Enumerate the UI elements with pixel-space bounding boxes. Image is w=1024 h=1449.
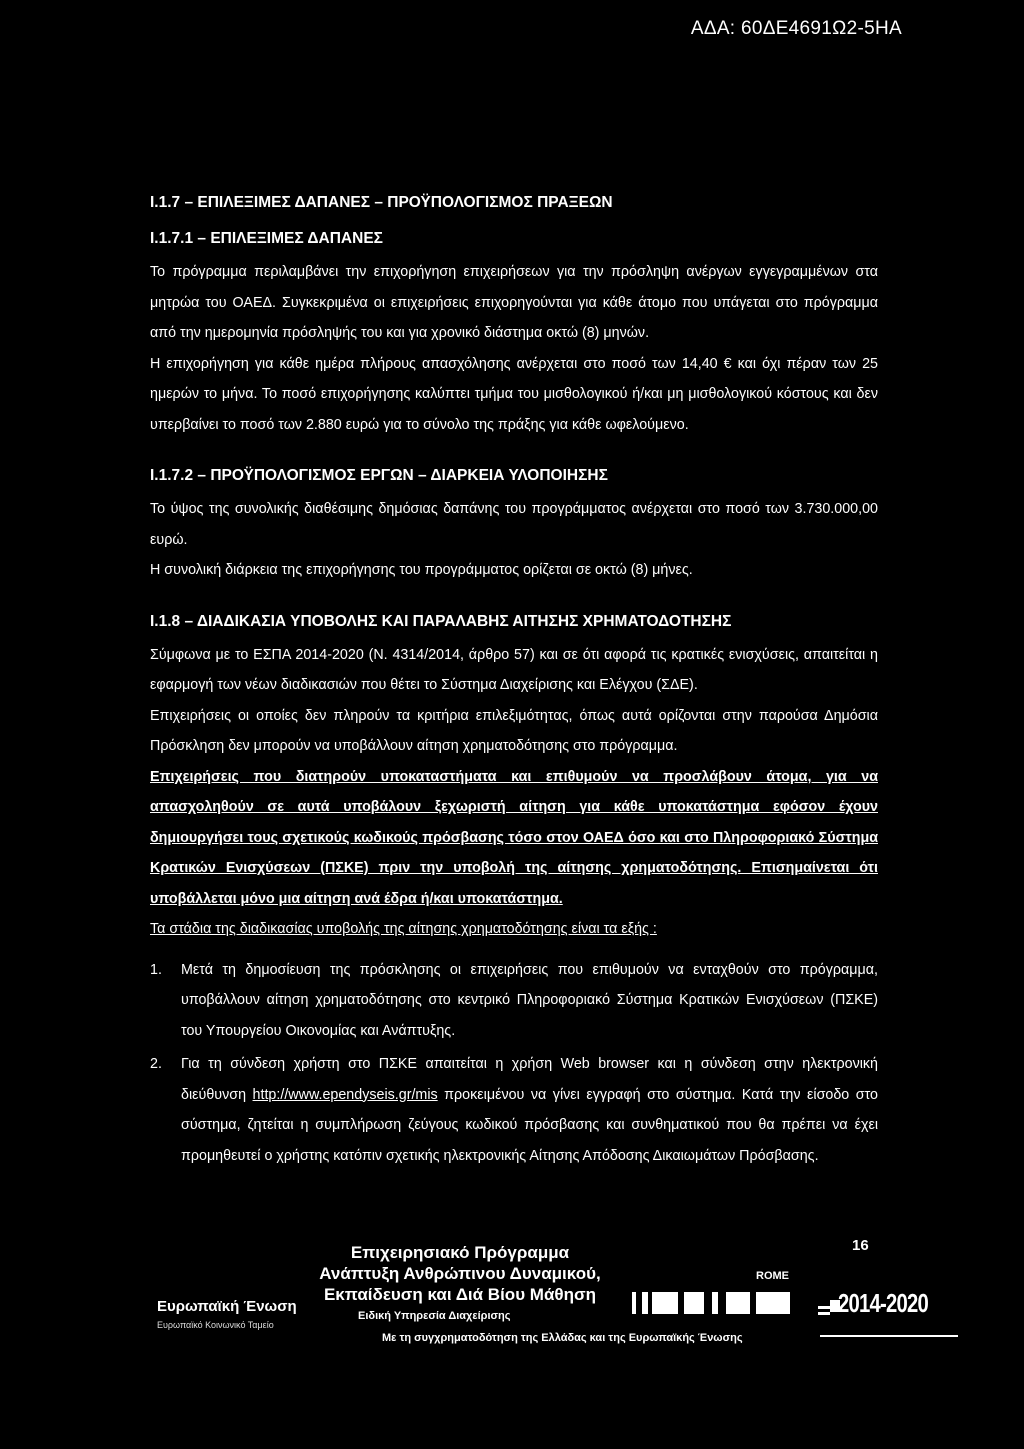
paragraph-espa: Σύμφωνα με το ΕΣΠΑ 2014-2020 (Ν. 4314/2014, άρθρο 57) και σε ότι αφορά τις κρατικές ενισχύσεις, απαιτείται η εφαρμογή των νέων διαδικασιών που θέτει το Σύστημα Διαχείρισης και Ελέγχου (ΣΔΕ). — [150, 646, 878, 693]
cofinancing-note: Με τη συγχρηματοδότηση της Ελλάδας και της Ευρωπαϊκής Ένωσης — [382, 1332, 743, 1344]
paragraph-stages-intro: Τα στάδια της διαδικασίας υποβολής της αίτησης χρηματοδότησης είναι τα εξής : — [150, 921, 657, 937]
paragraph-eligibility: Επιχειρήσεις οι οποίες δεν πληρούν τα κριτήρια επιλεξιμότητας, όπως αυτά ορίζονται στην παρούσα Δημόσια Πρόσκληση δεν μπορούν να υποβάλλουν αίτηση χρηματοδότησης στο πρόγραμμα. — [150, 707, 878, 754]
ependyseis-link[interactable]: http://www.ependyseis.gr/mis — [252, 1086, 438, 1103]
paragraph-daily-subsidy: Η επιχορήγηση για κάθε ημέρα πλήρους απασχόλησης ανέρχεται στο ποσό των 14,40 € και όχι πέραν των 25 ημερών το μήνα. Το ποσό επιχορήγησης καλύπτει τμήμα του μισθολογικού ή/και μη μισθολογικού κόστους και δεν υπερβαίνει το ποσό των 2.880 ευρώ για το σύνολο της πράξης για κάθε ωφελούμενο. — [150, 355, 878, 433]
section-heading-1-7-1: Ι.1.7.1 – ΕΠΙΛΕΞΙΜΕΣ ΔΑΠΑΝΕΣ — [150, 230, 383, 247]
page-number: 16 — [852, 1237, 869, 1254]
op-line-1: Επιχειρησιακό Πρόγραμμα — [350, 1243, 570, 1262]
document-body — [150, 185, 878, 1174]
paragraph-branches: Επιχειρήσεις που διατηρούν υποκαταστήματα και επιθυμούν να προσλάβουν άτομα, για να απασχοληθούν σε αυτά υποβάλουν ξεχωριστή αίτηση για κάθε υποκατάστημα εφόσον έχουν δημιουργήσει τους σχετικούς κωδικούς πρόσβασης τόσο στον ΟΑΕΔ όσο και στο Πληροφοριακό Σύστημα Κρατικών Ενισχύσεων (ΠΣΚΕ) πριν την υποβολή της αίτησης χρηματοδότησης. Επισημαίνεται ότι υποβάλλεται μόνο μια αίτηση ανά έδρα ή/και υποκατάστημα. — [150, 768, 878, 907]
ada-code: ΑΔΑ: 60ΔΕ4691Ω2-5ΗΑ — [690, 18, 902, 39]
section-heading-1-7-2: Ι.1.7.2 – ΠΡΟΫΠΟΛΟΓΙΣΜΟΣ ΕΡΓΩΝ – ΔΙΑΡΚΕΙΑ ΥΛΟΠΟΙΗΣΗΣ — [150, 467, 608, 484]
op-line-2: Ανάπτυξη Ανθρώπινου Δυναμικού, — [319, 1264, 601, 1283]
paragraph-budget: Το ύψος της συνολικής διαθέσιμης δημόσιας δαπάνης του προγράμματος ανέρχεται στο ποσό των 3.730.000,00 ευρώ. — [150, 501, 878, 548]
espa-years: 2014-2020 — [838, 1288, 928, 1318]
stage-text-before-link: Για τη σύνδεση χρήστη στο ΠΣΚΕ απαιτείται η χρήση Web browser και η σύνδεση στην ηλεκτρονική διεύθυνση — [181, 1056, 878, 1103]
rome-label: ROME — [756, 1270, 789, 1282]
stage-text: Μετά τη δημοσίευση της πρόσκλησης οι επιχειρήσεις που επιθυμούν να ενταχθούν στο πρόγραμμα, υποβάλλουν αίτηση χρηματοδότησης στο κεντρικό Πληροφοριακό Σύστημα Κρατικών Ενισχύσεων (ΠΣΚΕ) του Υπουργείου Οικονομίας και Ανάπτυξης. — [181, 961, 878, 1039]
managing-authority: Ειδική Υπηρεσία Διαχείρισης — [358, 1310, 511, 1322]
paragraph-duration: Η συνολική διάρκεια της επιχορήγησης του προγράμματος ορίζεται σε οκτώ (8) μήνες. — [150, 562, 693, 578]
op-line-3: Εκπαίδευση και Διά Βίου Μάθηση — [323, 1285, 597, 1304]
stages-list — [150, 955, 878, 1172]
stage-text-after-link: προκειμένου να γίνει εγγραφή στο σύστημα. Κατά την είσοδο στο σύστημα, ζητείται η συμπλήρωση ζεύγους κωδικού πρόσβασης και συνθηματικού που θα πρέπει να έχει προμηθευτεί ο χρήστης κατόπιν σχετικής ηλεκτρονικής Αίτησης Απόδοσης Δικαιωμάτων Πρόσβασης. — [181, 1086, 878, 1164]
stage-item-2 — [150, 1049, 878, 1171]
eu-fund-name: Ευρωπαϊκό Κοινωνικό Ταμείο — [157, 1320, 274, 1330]
eu-name: Ευρωπαϊκή Ένωση — [157, 1298, 297, 1315]
operational-programme-title — [300, 1242, 620, 1305]
stage-item-1 — [150, 955, 878, 1047]
section-heading-1-8: Ι.1.8 – ΔΙΑΔΙΚΑΣΙΑ ΥΠΟΒΟΛΗΣ ΚΑΙ ΠΑΡΑΛΑΒΗΣ ΑΙΤΗΣΗΣ ΧΡΗΜΑΤΟΔΟΤΗΣΗΣ — [150, 612, 732, 630]
paragraph-eligible-costs: Το πρόγραμμα περιλαμβάνει την επιχορήγηση επιχειρήσεων για την πρόσληψη ανέργων εγγεγραμμένων στα μητρώα του ΟΑΕΔ. Συγκεκριμένα οι επιχειρήσεις επιχορηγούνται για κάθε άτομο που υπάγεται στο πρόγραμμα από την ημερομηνία πρόσληψής του και για χρονικό διάστημα οκτώ (8) μηνών. — [150, 264, 878, 341]
footer — [0, 1210, 1024, 1344]
stage-number: 2. — [150, 1056, 162, 1072]
section-heading-1-7: Ι.1.7 – ΕΠΙΛΕΞΙΜΕΣ ΔΑΠΑΝΕΣ – ΠΡΟΫΠΟΛΟΓΙΣΜΟΣ ΠΡΑΞΕΩΝ — [150, 194, 613, 211]
stage-number: 1. — [150, 961, 162, 978]
